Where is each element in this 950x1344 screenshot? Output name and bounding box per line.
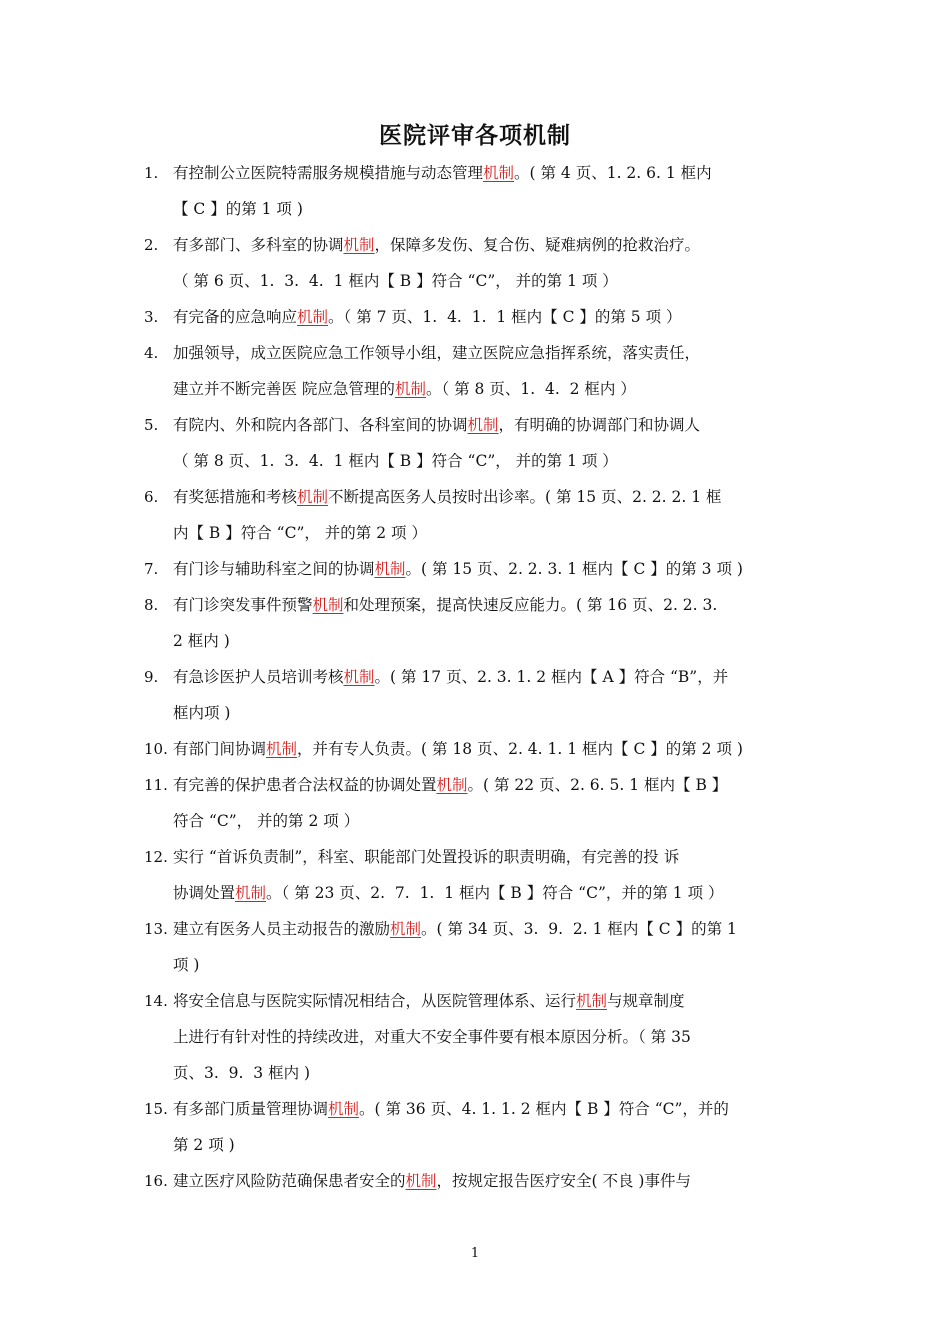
item-text: 不断提高医务人员按时出诊率。( 第 15 页、2. 2. 2. 1 框 [328, 488, 722, 506]
item-text: 。( 第 36 页、4. 1. 1. 2 框内【 B 】符合 “C”，并的 [359, 1100, 729, 1118]
page-title: 医院评审各项机制 [379, 123, 571, 149]
item-text: ，保障多发伤、复合伤、疑难病例的抢救治疗。 [374, 236, 701, 254]
list-item [0, 1091, 950, 1163]
item-number: 12. [144, 848, 168, 866]
item-text-line [173, 587, 813, 623]
keyword-mechanism: 机制 [328, 1100, 360, 1118]
item-text: 有完善的保护患者合法权益的协调处置 [173, 776, 437, 794]
item-text: 。( 第 15 页、2. 2. 3. 1 框内【 C 】的第 3 项 ) [405, 560, 743, 578]
keyword-mechanism: 机制 [576, 992, 608, 1010]
item-number: 13. [144, 920, 168, 938]
item-text-line [173, 479, 813, 515]
keyword-mechanism: 机制 [297, 308, 329, 326]
keyword-mechanism: 机制 [405, 1172, 437, 1190]
item-text-line [173, 551, 813, 587]
item-text: ，并有专人负责。( 第 18 页、2. 4. 1. 1 框内【 C 】的第 2 项 ) [297, 740, 743, 758]
list-item [0, 911, 950, 983]
keyword-mechanism: 机制 [266, 740, 298, 758]
item-text-line [173, 839, 813, 875]
item-text-line [173, 299, 813, 335]
item-text-line [173, 407, 813, 443]
item-text-line [173, 1019, 813, 1055]
item-number: 8. [144, 596, 159, 614]
item-text: 有院内、外和院内各部门、各科室间的协调 [173, 416, 468, 434]
item-text: 。（ 第 8 页、1. 4. 2 框内 ） [425, 380, 636, 398]
keyword-mechanism: 机制 [436, 776, 468, 794]
list-item [0, 983, 950, 1091]
item-text: 建立医疗风险防范确保患者安全的 [173, 1172, 406, 1190]
item-text: 有多部门质量管理协调 [173, 1100, 329, 1118]
item-text-line [173, 1091, 813, 1127]
item-number: 1. [144, 164, 159, 182]
item-text: 和处理预案，提高快速反应能力。( 第 16 页、2. 2. 3. [343, 596, 718, 614]
keyword-mechanism: 机制 [390, 920, 422, 938]
list-item [0, 479, 950, 551]
item-text: 页、3. 9. 3 框内 ) [173, 1064, 311, 1082]
item-text-line [173, 371, 813, 407]
item-text: 有部门间协调 [173, 740, 267, 758]
list-item [0, 227, 950, 299]
item-text: 加强领导，成立医院应急工作领导小组，建立医院应急指挥系统，落实责任， [173, 344, 701, 362]
list-item [0, 1163, 950, 1199]
item-text: 2 框内 ) [173, 632, 230, 650]
page-number: 1 [470, 1246, 480, 1261]
item-text: 。（ 第 7 页、1. 4. 1. 1 框内【 C 】的第 5 项 ） [328, 308, 682, 326]
keyword-mechanism: 机制 [483, 164, 515, 182]
item-text: 内【 B 】符合 “C”， 并的第 2 项 ） [173, 524, 427, 542]
item-text: 有门诊与辅助科室之间的协调 [173, 560, 375, 578]
keyword-mechanism: 机制 [343, 668, 375, 686]
item-text-line [173, 515, 813, 551]
item-number: 14. [144, 992, 168, 1010]
list-item [0, 299, 950, 335]
list-item [0, 551, 950, 587]
list-item [0, 335, 950, 407]
item-number: 7. [144, 560, 159, 578]
item-text-line [173, 1055, 813, 1091]
item-text: 。( 第 34 页、3. 9. 2. 1 框内【 C 】的第 1 [421, 920, 737, 938]
item-text-line [173, 911, 813, 947]
item-text: 建立并不断完善医 院应急管理的 [173, 380, 395, 398]
keyword-mechanism: 机制 [343, 236, 375, 254]
item-text-line [173, 263, 813, 299]
item-text: 。（ 第 23 页、2. 7. 1. 1 框内【 B 】符合 “C”，并的第 1 项 ） [266, 884, 724, 902]
item-text-line [173, 803, 813, 839]
item-text: 有门诊突发事件预警 [173, 596, 313, 614]
item-text-line [173, 659, 813, 695]
keyword-mechanism: 机制 [467, 416, 499, 434]
item-text-line [173, 695, 813, 731]
item-text: （ 第 6 页、1. 3. 4. 1 框内【 B 】符合 “C”， 并的第 1 项 ） [173, 272, 618, 290]
item-text-line [173, 983, 813, 1019]
item-text-line [173, 335, 813, 371]
item-text: 有奖惩措施和考核 [173, 488, 298, 506]
item-text: 与规章制度 [607, 992, 685, 1010]
item-list [0, 155, 950, 1199]
item-text: 协调处置 [173, 884, 236, 902]
item-number: 9. [144, 668, 159, 686]
item-text: 建立有医务人员主动报告的激励 [173, 920, 391, 938]
keyword-mechanism: 机制 [312, 596, 344, 614]
item-text-line [173, 875, 813, 911]
item-text: 框内项 ) [173, 704, 231, 722]
keyword-mechanism: 机制 [297, 488, 329, 506]
item-text: 将安全信息与医院实际情况相结合，从医院管理体系、运行 [173, 992, 577, 1010]
item-text: 。( 第 22 页、2. 6. 5. 1 框内【 B 】 [467, 776, 728, 794]
item-number: 15. [144, 1100, 168, 1118]
item-text: 上进行有针对性的持续改进，对重大不安全事件要有根本原因分析。（ 第 35 [173, 1028, 691, 1046]
item-text-line [173, 155, 813, 191]
item-text-line [173, 767, 813, 803]
item-text: ，有明确的协调部门和协调人 [498, 416, 701, 434]
item-text-line [173, 1127, 813, 1163]
list-item [0, 587, 950, 659]
item-text: 实行 “首诉负责制”，科室、职能部门处置投诉的职责明确，有完善的投 诉 [173, 848, 680, 866]
item-text-line [173, 623, 813, 659]
item-number: 5. [144, 416, 159, 434]
item-text: 符合 “C”， 并的第 2 项 ） [173, 812, 360, 830]
item-number: 3. [144, 308, 159, 326]
item-number: 6. [144, 488, 159, 506]
item-text: 有急诊医护人员培训考核 [173, 668, 344, 686]
item-text: 项 ) [173, 956, 200, 974]
item-text: 第 2 项 ) [173, 1136, 235, 1154]
item-number: 4. [144, 344, 159, 362]
list-item [0, 155, 950, 227]
item-text-line [173, 1163, 813, 1199]
item-text: 有多部门、多科室的协调 [173, 236, 344, 254]
item-number: 16. [144, 1172, 168, 1190]
list-item [0, 731, 950, 767]
item-text-line [173, 731, 813, 767]
item-text: 有完备的应急响应 [173, 308, 298, 326]
item-text-line [173, 191, 813, 227]
keyword-mechanism: 机制 [374, 560, 406, 578]
keyword-mechanism: 机制 [394, 380, 426, 398]
item-number: 10. [144, 740, 168, 758]
list-item [0, 839, 950, 911]
item-text: 【 C 】的第 1 项 ) [173, 200, 303, 218]
item-number: 11. [144, 776, 168, 794]
list-item [0, 407, 950, 479]
item-number: 2. [144, 236, 159, 254]
item-text-line [173, 227, 813, 263]
list-item [0, 767, 950, 839]
item-text-line [173, 947, 813, 983]
keyword-mechanism: 机制 [235, 884, 267, 902]
item-text: 。( 第 17 页、2. 3. 1. 2 框内【 A 】符合 “B”，并 [374, 668, 729, 686]
list-item [0, 659, 950, 731]
item-text: 。( 第 4 页、1. 2. 6. 1 框内 [514, 164, 712, 182]
item-text-line [173, 443, 813, 479]
item-text: （ 第 8 页、1. 3. 4. 1 框内【 B 】符合 “C”， 并的第 1 项 ） [173, 452, 618, 470]
item-text: 有控制公立医院特需服务规模措施与动态管理 [173, 164, 484, 182]
item-text: ，按规定报告医疗安全( 不良 )事件与 [436, 1172, 691, 1190]
